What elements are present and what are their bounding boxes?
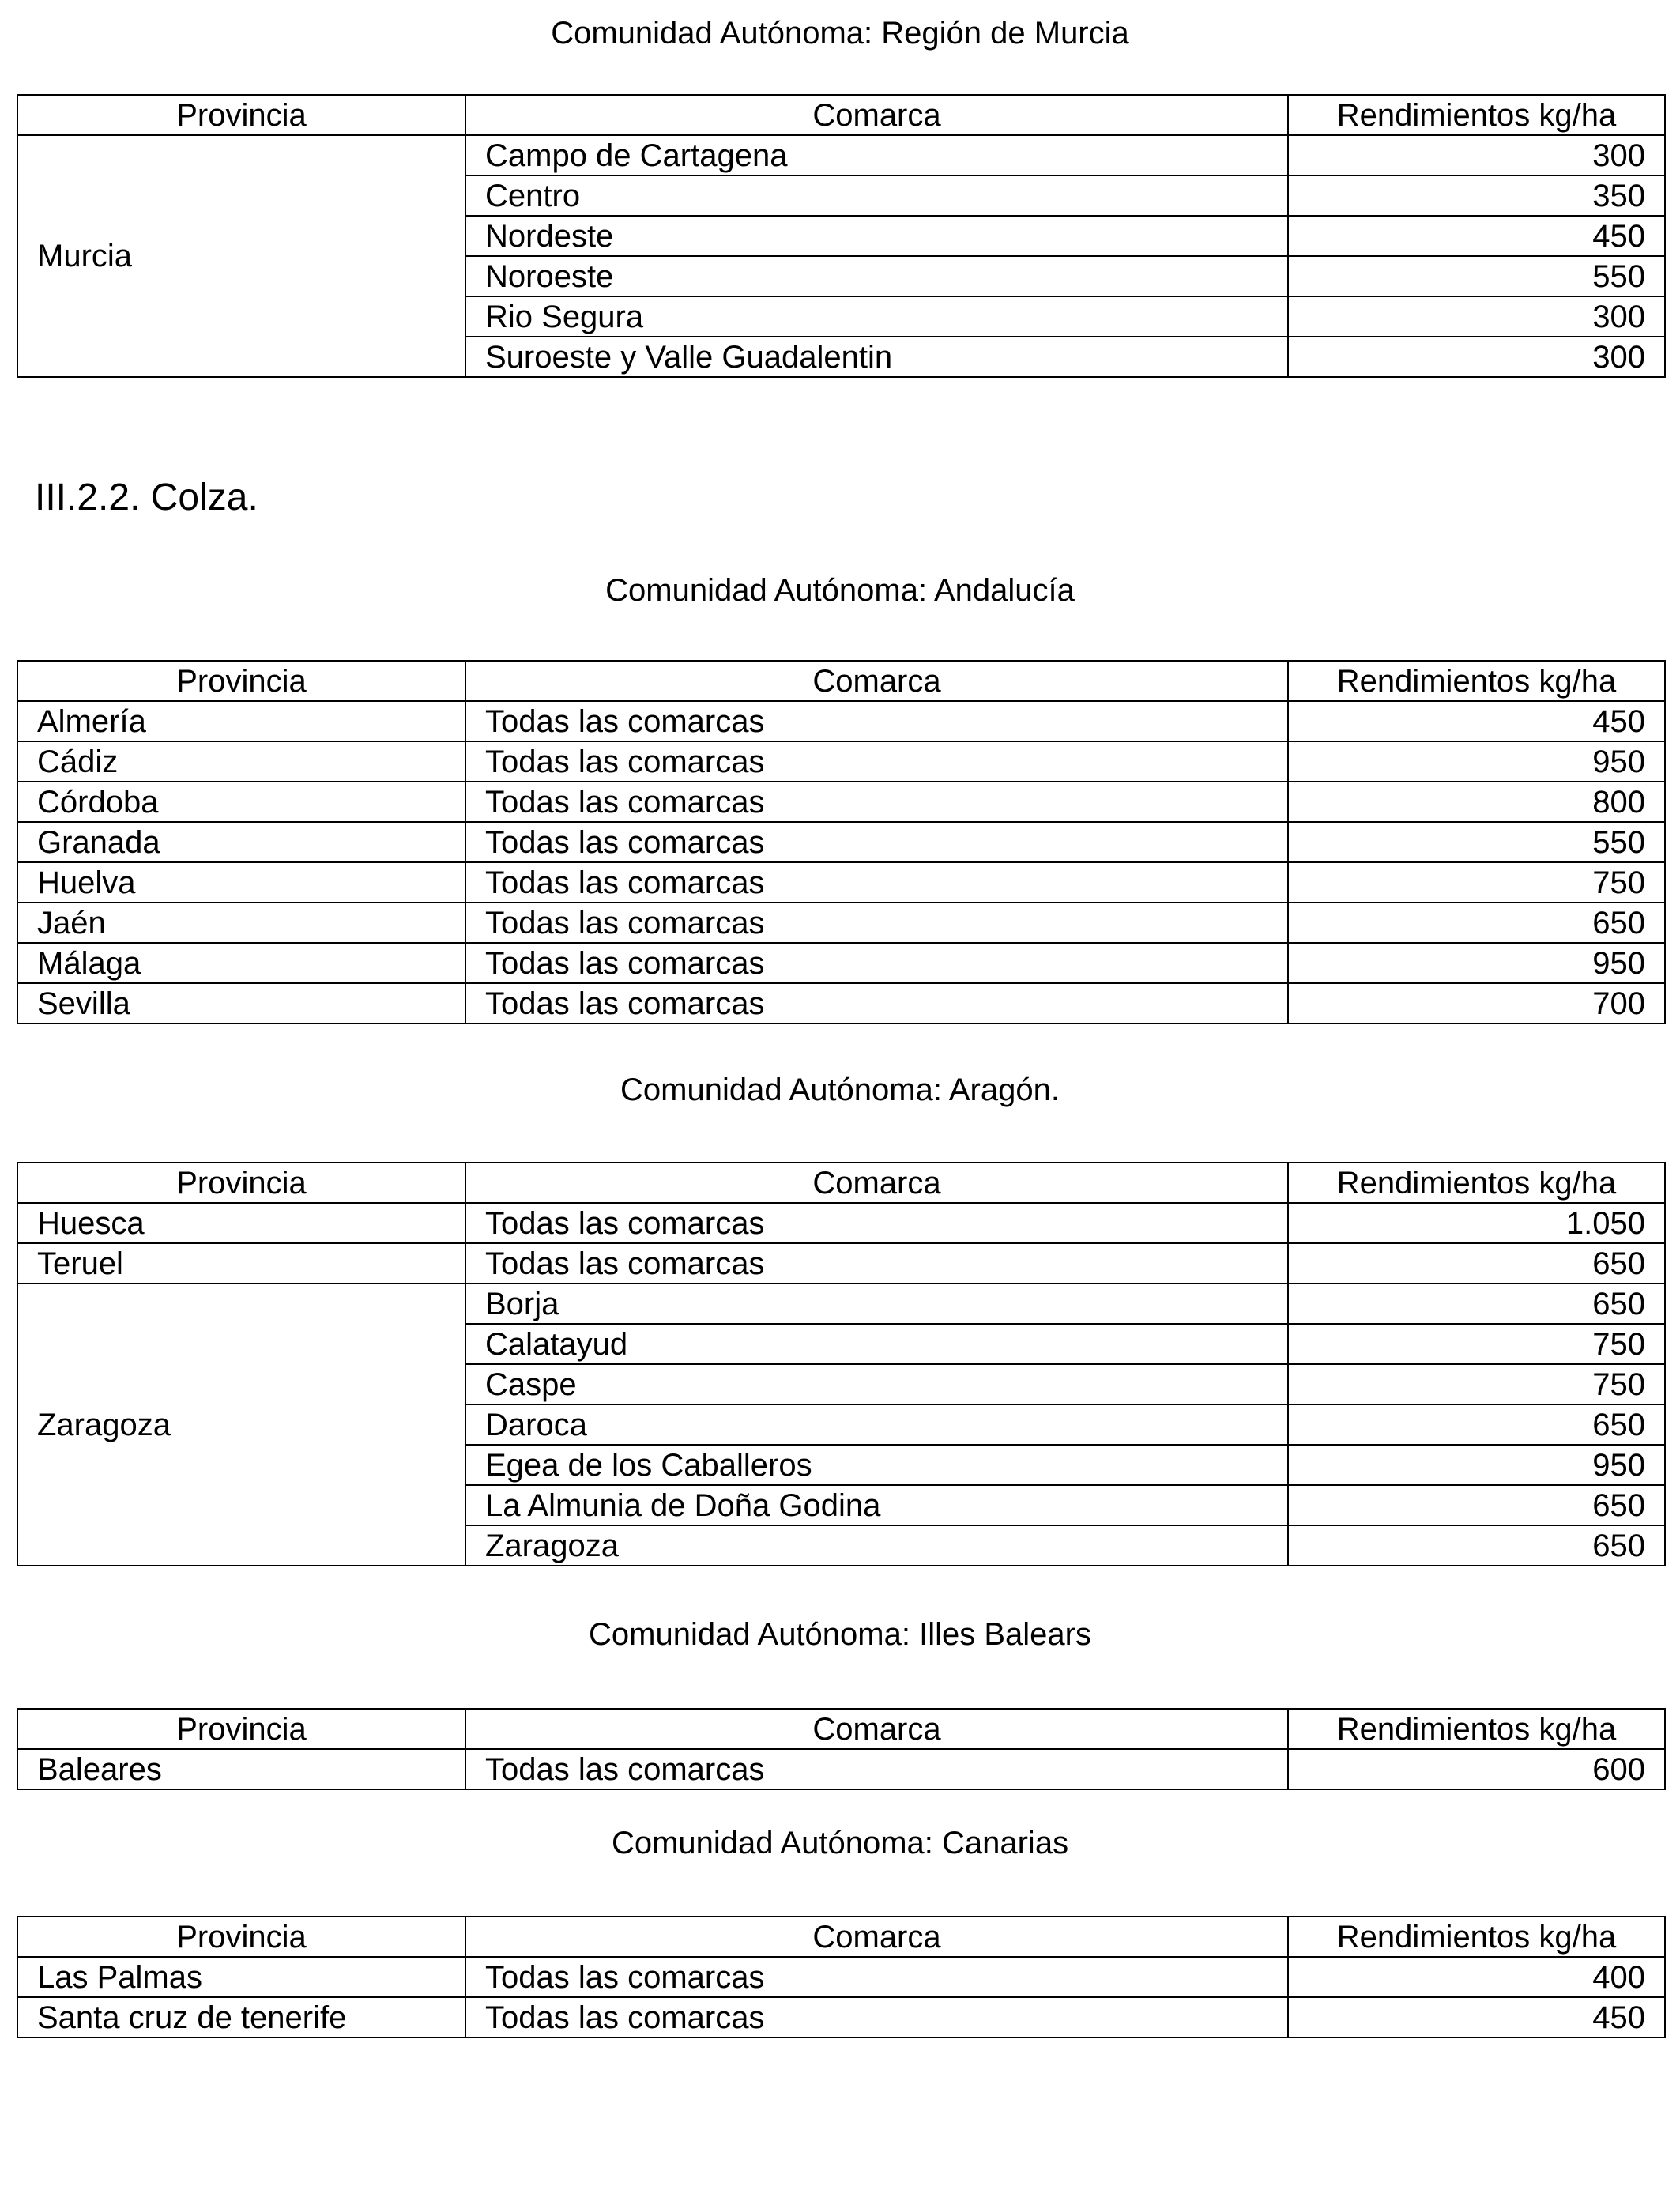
yield-table-aragon [17, 1162, 1666, 1566]
comarca-cell: Calatayud [465, 1324, 1288, 1364]
provincia-cell: Cádiz [17, 741, 465, 782]
rendimiento-cell: 300 [1288, 296, 1665, 337]
rendimiento-cell: 450 [1288, 216, 1665, 256]
provincia-cell: Jaén [17, 903, 465, 943]
comarca-cell: Daroca [465, 1404, 1288, 1445]
rendimiento-cell: 650 [1288, 1284, 1665, 1324]
header-row [17, 1163, 1665, 1203]
comunidad-title: Comunidad Autónoma: Canarias [611, 1826, 1069, 1860]
rendimiento-cell: 1.050 [1288, 1203, 1665, 1243]
rendimientos-header: Rendimientos kg/ha [1288, 1163, 1665, 1203]
rendimiento-cell: 800 [1288, 782, 1665, 822]
rendimiento-cell: 300 [1288, 135, 1665, 175]
rendimientos-header: Rendimientos kg/ha [1288, 1709, 1665, 1749]
provincia-cell: Las Palmas [17, 1957, 465, 1997]
provincia-header: Provincia [17, 1163, 465, 1203]
yield-table-andalucia [17, 660, 1666, 1024]
rendimiento-cell: 750 [1288, 1324, 1665, 1364]
rendimiento-cell: 650 [1288, 1485, 1665, 1525]
comarca-cell: Todas las comarcas [465, 862, 1288, 903]
rendimiento-cell: 300 [1288, 337, 1665, 377]
provincia-header: Provincia [17, 95, 465, 135]
rendimiento-cell: 350 [1288, 175, 1665, 216]
provincia-cell: Santa cruz de tenerife [17, 1997, 465, 2038]
rendimientos-header: Rendimientos kg/ha [1288, 661, 1665, 701]
comarca-cell: Todas las comarcas [465, 701, 1288, 741]
header-row [17, 1709, 1665, 1749]
comarca-header: Comarca [465, 1917, 1288, 1957]
section-heading: III.2.2. Colza. [35, 477, 258, 518]
yield-table-illes-balears [17, 1708, 1666, 1790]
rendimiento-cell: 950 [1288, 741, 1665, 782]
comarca-cell: Suroeste y Valle Guadalentin [465, 337, 1288, 377]
rendimiento-cell: 650 [1288, 1525, 1665, 1566]
table-row [17, 1203, 1665, 1243]
table-row [17, 1997, 1665, 2038]
table-row [17, 1284, 1665, 1324]
comarca-cell: Todas las comarcas [465, 1957, 1288, 1997]
table-row [17, 135, 1665, 175]
comarca-cell: Todas las comarcas [465, 1203, 1288, 1243]
rendimiento-cell: 450 [1288, 701, 1665, 741]
provincia-header: Provincia [17, 1709, 465, 1749]
comarca-cell: Todas las comarcas [465, 782, 1288, 822]
table-row [17, 903, 1665, 943]
provincia-header: Provincia [17, 661, 465, 701]
comunidad-title: Comunidad Autónoma: Andalucía [605, 573, 1075, 608]
comarca-cell: Todas las comarcas [465, 1243, 1288, 1284]
provincia-cell: Córdoba [17, 782, 465, 822]
table-row [17, 1957, 1665, 1997]
comarca-cell: Egea de los Caballeros [465, 1445, 1288, 1485]
provincia-cell: Teruel [17, 1243, 465, 1284]
comarca-cell: Todas las comarcas [465, 1749, 1288, 1789]
rendimiento-cell: 650 [1288, 1404, 1665, 1445]
table-row [17, 1243, 1665, 1284]
comarca-cell: Borja [465, 1284, 1288, 1324]
comarca-header: Comarca [465, 1709, 1288, 1749]
comarca-cell: Todas las comarcas [465, 822, 1288, 862]
table-row [17, 1749, 1665, 1789]
comarca-cell: Todas las comarcas [465, 943, 1288, 983]
rendimiento-cell: 650 [1288, 1243, 1665, 1284]
comarca-cell: Caspe [465, 1364, 1288, 1404]
comarca-cell: Todas las comarcas [465, 741, 1288, 782]
comarca-cell: Nordeste [465, 216, 1288, 256]
provincia-cell: Málaga [17, 943, 465, 983]
table-row [17, 822, 1665, 862]
yield-table-canarias [17, 1916, 1666, 2038]
rendimientos-header: Rendimientos kg/ha [1288, 1917, 1665, 1957]
rendimiento-cell: 750 [1288, 862, 1665, 903]
rendimiento-cell: 450 [1288, 1997, 1665, 2038]
provincia-cell: Huelva [17, 862, 465, 903]
yield-table-region-de-murcia [17, 94, 1666, 378]
comarca-cell: Todas las comarcas [465, 983, 1288, 1023]
header-row [17, 1917, 1665, 1957]
comarca-cell: Todas las comarcas [465, 1997, 1288, 2038]
comarca-cell: Rio Segura [465, 296, 1288, 337]
rendimiento-cell: 550 [1288, 256, 1665, 296]
rendimiento-cell: 600 [1288, 1749, 1665, 1789]
table-row [17, 983, 1665, 1023]
header-row [17, 95, 1665, 135]
rendimiento-cell: 400 [1288, 1957, 1665, 1997]
comarca-cell: Zaragoza [465, 1525, 1288, 1566]
rendimiento-cell: 700 [1288, 983, 1665, 1023]
provincia-cell: Murcia [17, 135, 465, 377]
comunidad-title: Comunidad Autónoma: Illes Balears [589, 1617, 1091, 1652]
comarca-cell: Centro [465, 175, 1288, 216]
rendimiento-cell: 750 [1288, 1364, 1665, 1404]
comarca-header: Comarca [465, 95, 1288, 135]
comarca-header: Comarca [465, 1163, 1288, 1203]
comarca-cell: Campo de Cartagena [465, 135, 1288, 175]
table-row [17, 943, 1665, 983]
table-row [17, 782, 1665, 822]
table-row [17, 741, 1665, 782]
provincia-cell: Almería [17, 701, 465, 741]
table-row [17, 862, 1665, 903]
header-row [17, 661, 1665, 701]
provincia-cell: Baleares [17, 1749, 465, 1789]
comarca-cell: La Almunia de Doña Godina [465, 1485, 1288, 1525]
provincia-cell: Sevilla [17, 983, 465, 1023]
rendimientos-header: Rendimientos kg/ha [1288, 95, 1665, 135]
provincia-cell: Huesca [17, 1203, 465, 1243]
comunidad-title: Comunidad Autónoma: Región de Murcia [551, 16, 1129, 51]
comarca-cell: Todas las comarcas [465, 903, 1288, 943]
table-row [17, 701, 1665, 741]
comarca-cell: Noroeste [465, 256, 1288, 296]
rendimiento-cell: 950 [1288, 1445, 1665, 1485]
rendimiento-cell: 550 [1288, 822, 1665, 862]
provincia-header: Provincia [17, 1917, 465, 1957]
rendimiento-cell: 650 [1288, 903, 1665, 943]
provincia-cell: Granada [17, 822, 465, 862]
comarca-header: Comarca [465, 661, 1288, 701]
provincia-cell: Zaragoza [17, 1284, 465, 1566]
rendimiento-cell: 950 [1288, 943, 1665, 983]
comunidad-title: Comunidad Autónoma: Aragón. [620, 1072, 1060, 1107]
